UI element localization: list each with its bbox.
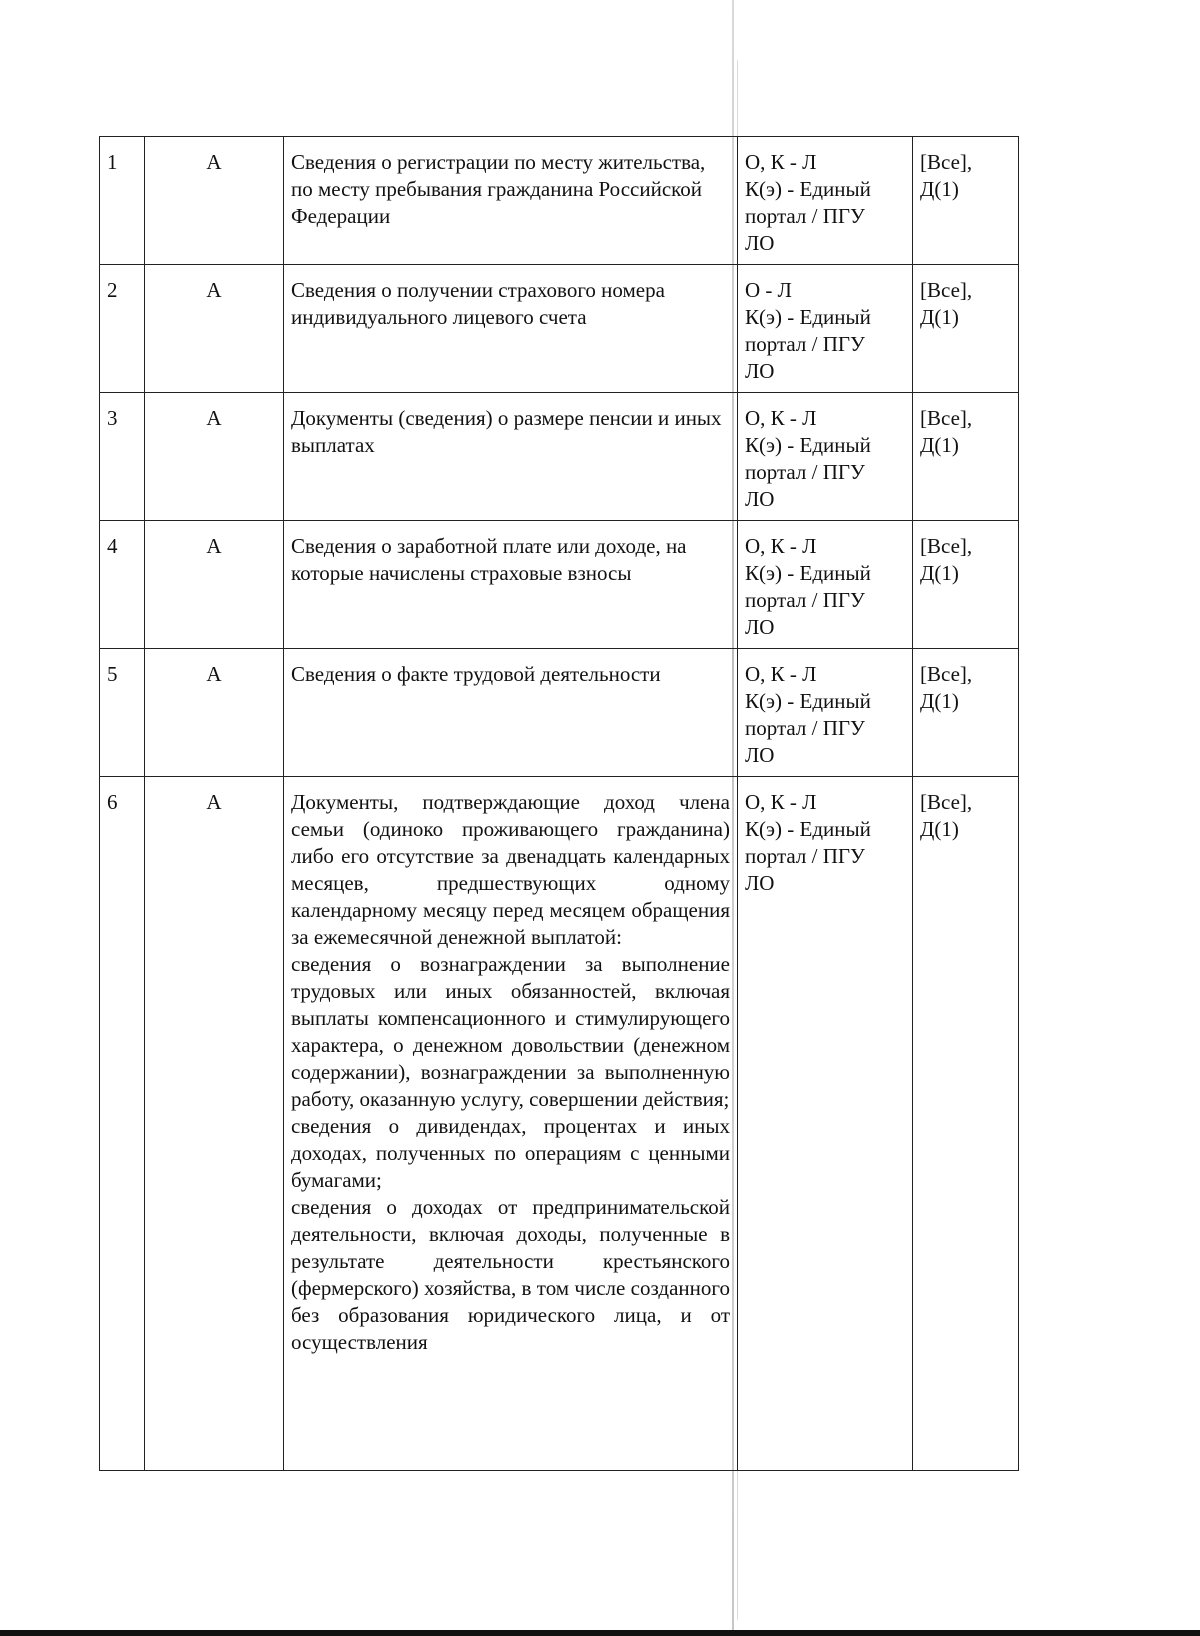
scan-bottom-edge (0, 1630, 1200, 1636)
row-description (284, 777, 738, 1471)
table-row (100, 777, 1019, 1471)
applicants-line: Д(1) (920, 177, 959, 201)
source-line: портал / ПГУ (745, 204, 865, 228)
table-row (100, 393, 1019, 521)
row-number: 5 (100, 649, 145, 777)
row-source (738, 777, 913, 1471)
source-line: ЛО (745, 615, 775, 639)
row-applicants (913, 137, 1019, 265)
row-number: 2 (100, 265, 145, 393)
row-description (284, 521, 738, 649)
source-line: К(э) - Единый (745, 689, 871, 713)
row-category: А (145, 649, 284, 777)
source-line: К(э) - Единый (745, 433, 871, 457)
source-line: портал / ПГУ (745, 716, 865, 740)
source-line: портал / ПГУ (745, 844, 865, 868)
description-paragraph: Сведения о получении страхового номера индивидуального лицевого счета (291, 278, 665, 329)
applicants-line: [Все], (920, 790, 973, 814)
row-description (284, 137, 738, 265)
row-number: 1 (100, 137, 145, 265)
source-line: К(э) - Единый (745, 305, 871, 329)
source-line: портал / ПГУ (745, 588, 865, 612)
row-source (738, 521, 913, 649)
source-line: О, К - Л (745, 534, 817, 558)
row-applicants (913, 521, 1019, 649)
source-line: О, К - Л (745, 150, 817, 174)
row-source (738, 265, 913, 393)
row-source (738, 649, 913, 777)
source-line: портал / ПГУ (745, 460, 865, 484)
applicants-line: Д(1) (920, 305, 959, 329)
row-source (738, 137, 913, 265)
row-source (738, 393, 913, 521)
description-paragraph: Сведения о факте трудовой деятельности (291, 662, 661, 686)
description-paragraph: Сведения о регистрации по месту жительства, по месту пребывания гражданина Российской Федерации (291, 150, 706, 228)
description-paragraph: Документы (сведения) о размере пенсии и иных выплатах (291, 406, 722, 457)
applicants-line: Д(1) (920, 817, 959, 841)
row-number: 3 (100, 393, 145, 521)
applicants-line: [Все], (920, 150, 973, 174)
source-line: К(э) - Единый (745, 817, 871, 841)
source-line: К(э) - Единый (745, 177, 871, 201)
source-line: портал / ПГУ (745, 332, 865, 356)
table-row (100, 521, 1019, 649)
row-description (284, 393, 738, 521)
row-applicants (913, 777, 1019, 1471)
row-category: А (145, 137, 284, 265)
row-category: А (145, 265, 284, 393)
applicants-line: Д(1) (920, 561, 959, 585)
source-line: ЛО (745, 231, 775, 255)
source-line: О, К - Л (745, 406, 817, 430)
table-row (100, 649, 1019, 777)
row-description (284, 649, 738, 777)
description-paragraph: сведения о дивидендах, процентах и иных доходах, полученных по операциям с ценными бумагами; (291, 1114, 730, 1192)
description-paragraph: сведения о доходах от предпринимательской деятельности, включая доходы, полученные в результате деятельности крестьянского (фермерского) хозяйства, в том числе созданного без образования юридического лица, и от осуществления (291, 1195, 730, 1354)
row-applicants (913, 393, 1019, 521)
row-description (284, 265, 738, 393)
source-line: К(э) - Единый (745, 561, 871, 585)
document-table (99, 136, 1019, 1471)
applicants-line: [Все], (920, 534, 973, 558)
description-paragraph: Сведения о заработной плате или доходе, на которые начислены страховые взносы (291, 534, 687, 585)
source-line: ЛО (745, 871, 775, 895)
source-line: О, К - Л (745, 790, 817, 814)
applicants-line: Д(1) (920, 433, 959, 457)
row-category: А (145, 777, 284, 1471)
source-line: ЛО (745, 743, 775, 767)
applicants-line: [Все], (920, 406, 973, 430)
table-row (100, 137, 1019, 265)
row-applicants (913, 649, 1019, 777)
source-line: ЛО (745, 359, 775, 383)
source-line: О - Л (745, 278, 792, 302)
row-number: 6 (100, 777, 145, 1471)
description-paragraph: сведения о вознаграждении за выполнение трудовых или иных обязанностей, включая выплаты компенсационного и стимулирующего характера, о денежном довольствии (денежном содержании), вознаграждении за выполненную работу, оказанную услугу, совершении действия; (291, 952, 730, 1111)
row-applicants (913, 265, 1019, 393)
row-category: А (145, 521, 284, 649)
description-paragraph: Документы, подтверждающие доход члена семьи (одиноко проживающего гражданина) либо его отсутствие за двенадцать календарных месяцев, предшествующих одному календарному месяцу перед месяцем обращения за ежемесячной денежной выплатой: (291, 790, 730, 949)
applicants-line: Д(1) (920, 689, 959, 713)
source-line: О, К - Л (745, 662, 817, 686)
row-category: А (145, 393, 284, 521)
applicants-line: [Все], (920, 278, 973, 302)
table-row (100, 265, 1019, 393)
row-number: 4 (100, 521, 145, 649)
source-line: ЛО (745, 487, 775, 511)
applicants-line: [Все], (920, 662, 973, 686)
